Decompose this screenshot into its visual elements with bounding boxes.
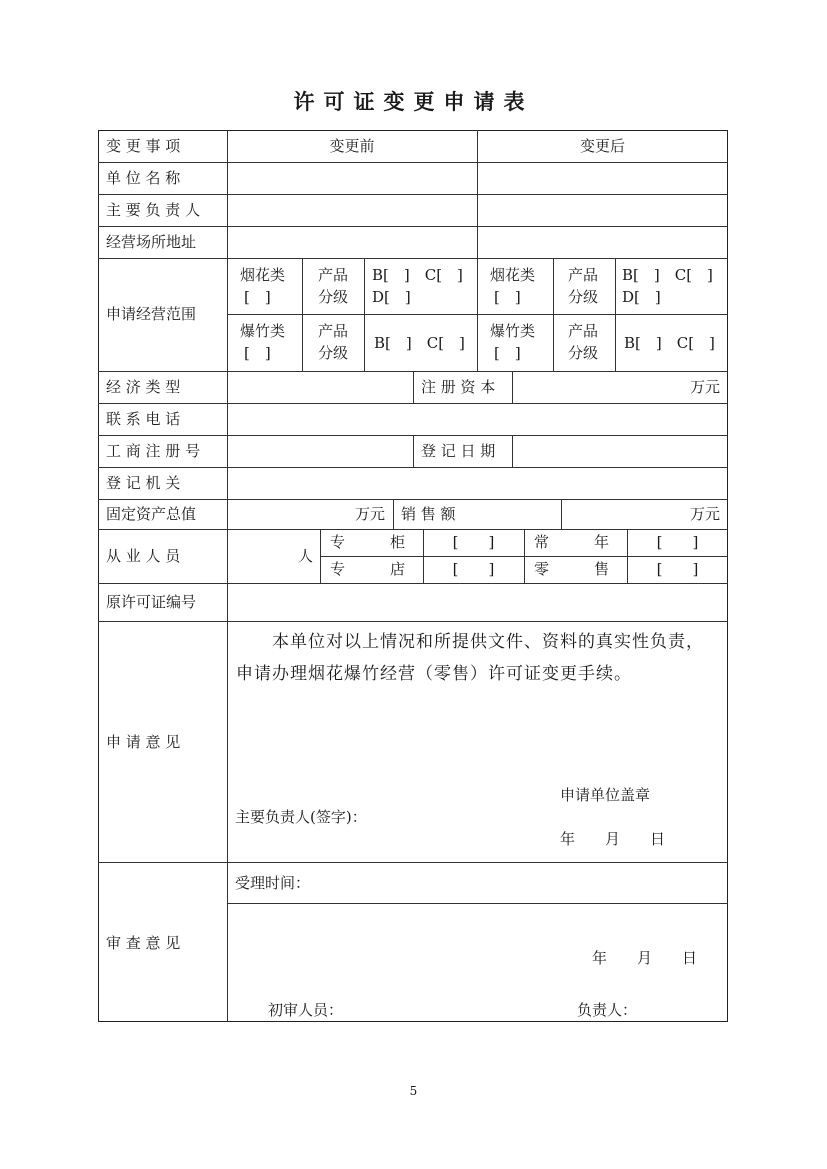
fireworks-grade-d-before[interactable]: D[ ] <box>372 288 411 306</box>
label-year-round: 常 年 <box>534 533 610 551</box>
label-business-scope: 申请经营范围 <box>106 305 197 323</box>
label-fixed-assets: 固定资产总值 <box>106 505 197 523</box>
col-divider <box>320 529 321 583</box>
label-address: 经营场所地址 <box>106 233 197 251</box>
col-divider <box>413 435 414 467</box>
review-date: 年 月 日 <box>592 949 698 967</box>
label-reg-authority: 登 记 机 关 <box>106 474 181 492</box>
label-change-item: 变 更 事 项 <box>106 137 181 155</box>
header-before: 变更前 <box>329 137 375 155</box>
fireworks-grades-before[interactable]: B[ ] C[ ] <box>372 266 463 284</box>
row-divider <box>98 403 728 404</box>
col-divider <box>227 130 228 1022</box>
firecrackers-grades-before[interactable]: B[ ] C[ ] <box>374 334 465 352</box>
row-divider <box>98 583 728 584</box>
fireworks-label-after: 烟花类 <box>490 266 536 284</box>
col-divider <box>302 258 303 371</box>
firecrackers-label-before: 爆竹类 <box>240 322 286 340</box>
fireworks-grade-d-after[interactable]: D[ ] <box>622 288 661 306</box>
label-shop: 专 店 <box>330 560 406 578</box>
row-divider <box>98 194 728 195</box>
label-retail: 零 售 <box>534 560 610 578</box>
label-original-license-no: 原许可证编号 <box>106 593 197 611</box>
retail-checkbox[interactable]: [ ] <box>656 560 699 578</box>
col-divider <box>364 258 365 371</box>
seal-label: 申请单位盖章 <box>560 786 651 804</box>
header-after: 变更后 <box>579 137 625 155</box>
sales-unit: 万元 <box>689 505 720 523</box>
firecrackers-checkbox-after[interactable]: [ ] <box>494 344 521 362</box>
application-statement: 本单位对以上情况和所提供文件、资料的真实性负责，申请办理烟花爆竹经营（零售）许可证变更手续。 <box>236 632 704 684</box>
label-principal: 主 要 负 责 人 <box>106 201 201 219</box>
col-divider <box>524 529 525 583</box>
accept-time-label: 受理时间： <box>235 874 311 892</box>
fireworks-checkbox-after[interactable]: [ ] <box>494 288 521 306</box>
assets-unit: 万元 <box>354 505 385 523</box>
col-divider <box>393 499 394 529</box>
label-counter: 专 柜 <box>330 533 406 551</box>
row-divider <box>98 862 728 863</box>
row-divider <box>98 258 728 259</box>
counter-checkbox[interactable]: [ ] <box>452 533 495 551</box>
label-unit-name: 单 位 名 称 <box>106 169 181 187</box>
label-application-opinion: 申 请 意 见 <box>106 733 181 751</box>
page-number: 5 <box>409 1084 418 1098</box>
col-divider <box>477 130 478 371</box>
firecrackers-label-after: 爆竹类 <box>490 322 536 340</box>
fireworks-grades-after[interactable]: B[ ] C[ ] <box>622 266 713 284</box>
label-economic-type: 经 济 类 型 <box>106 378 181 396</box>
year-round-checkbox[interactable]: [ ] <box>656 533 699 551</box>
grade-label-after: 分级 <box>568 344 599 362</box>
grade-label-before: 分级 <box>318 288 349 306</box>
grade-label-before: 产品 <box>318 322 349 340</box>
label-sales: 销 售 额 <box>401 505 456 523</box>
grade-label-after: 分级 <box>568 288 599 306</box>
col-divider <box>413 371 414 403</box>
label-business-reg-no: 工 商 注 册 号 <box>106 442 201 460</box>
label-review-opinion: 审 查 意 见 <box>106 934 181 952</box>
employees-unit: 人 <box>297 547 313 565</box>
firecrackers-checkbox-before[interactable]: [ ] <box>244 344 271 362</box>
grade-label-before: 产品 <box>318 266 349 284</box>
firecrackers-grades-after[interactable]: B[ ] C[ ] <box>624 334 715 352</box>
grade-label-after: 产品 <box>568 266 599 284</box>
label-registered-capital: 注 册 资 本 <box>421 378 496 396</box>
form-title: 许可证变更申请表 <box>293 90 534 114</box>
shop-checkbox[interactable]: [ ] <box>452 560 495 578</box>
label-phone: 联 系 电 话 <box>106 410 181 428</box>
row-divider <box>227 903 728 904</box>
row-divider <box>98 467 728 468</box>
fireworks-checkbox-before[interactable]: [ ] <box>244 288 271 306</box>
fireworks-label-before: 烟花类 <box>240 266 286 284</box>
row-divider <box>98 499 728 500</box>
grade-label-after: 产品 <box>568 322 599 340</box>
application-date: 年 月 日 <box>560 830 666 848</box>
capital-unit: 万元 <box>689 378 720 396</box>
reviewer-label: 初审人员： <box>268 1001 344 1019</box>
row-divider <box>98 529 728 530</box>
col-divider <box>512 435 513 467</box>
col-divider <box>553 258 554 371</box>
row-divider <box>98 621 728 622</box>
signature-label: 主要负责人(签字)： <box>235 808 367 826</box>
row-divider <box>98 226 728 227</box>
responsible-label: 负责人： <box>577 1001 638 1019</box>
label-employees: 从 业 人 员 <box>106 547 181 565</box>
row-divider <box>98 162 728 163</box>
label-reg-date: 登 记 日 期 <box>421 442 496 460</box>
grade-label-before: 分级 <box>318 344 349 362</box>
col-divider <box>615 258 616 371</box>
